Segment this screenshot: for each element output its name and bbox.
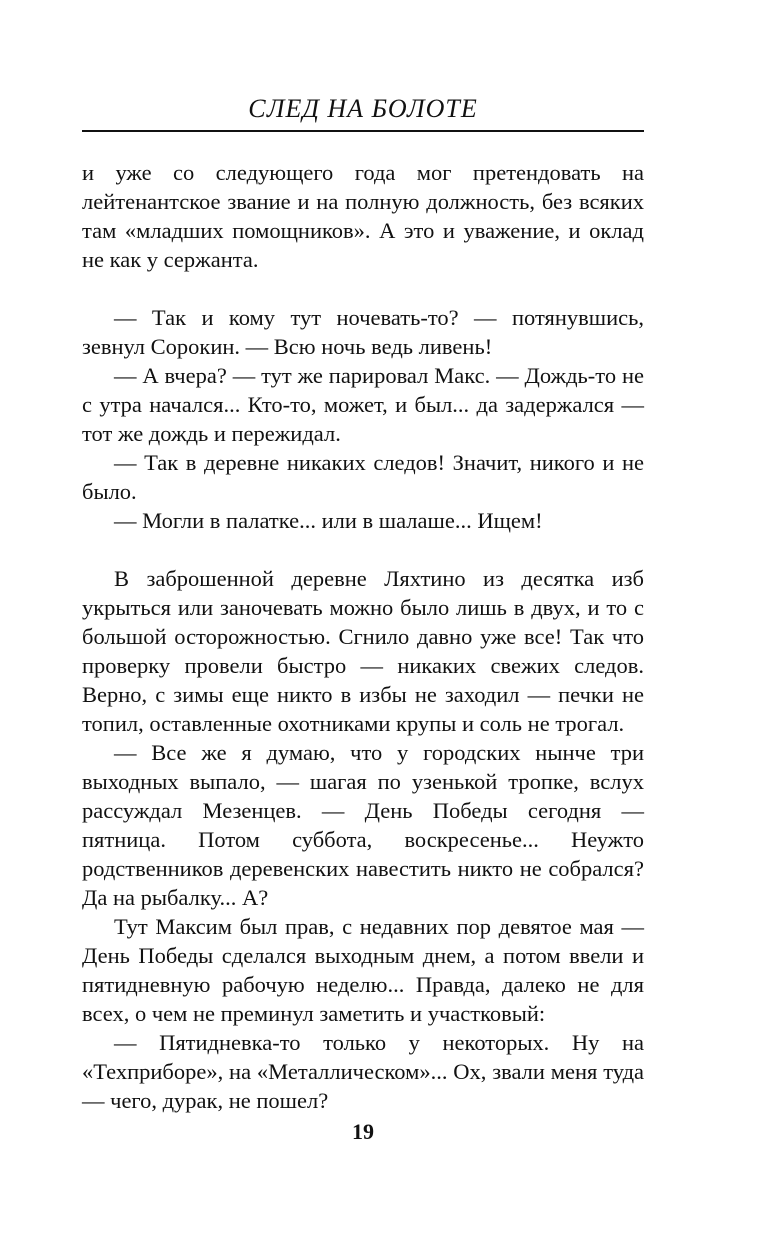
paragraph: Тут Максим был прав, с недавних пор девятое мая — День Победы сделался выходным днем, а потом ввели и пятидневную рабочую неделю... Правда, далеко не для всех, о чем не преминул заметить и участковый: bbox=[82, 914, 644, 1026]
dialogue-line: — А вчера? — тут же парировал Макс. — Дождь-то не с утра начался... Кто-то, может, и был... да задержался — тот же дождь и пережидал. bbox=[82, 363, 644, 446]
paragraph: В заброшенной деревне Ляхтино из десятка изб укрыться или заночевать можно было лишь в двух, и то с большой осторожностью. Сгнило давно уже все! Так что проверку провели быстро — никаких свежих следов. Верно, с зимы еще никто в избы не заходил — печки не топил, оставленные охотниками крупы и соль не трогал. bbox=[82, 566, 644, 736]
running-head: СЛЕД НА БОЛОТЕ bbox=[248, 94, 478, 123]
dialogue-line: — Могли в палатке... или в шалаше... Ищем! bbox=[114, 508, 543, 533]
dialogue-line: — Пятидневка-то только у некоторых. Ну на «Техприборе», на «Металлическом»... Ох, звали меня туда — чего, дурак, не пошел? bbox=[82, 1030, 644, 1113]
section-gap bbox=[82, 274, 644, 303]
paragraph: и уже со следующего года мог претендовать на лейтенантское звание и на полную должность, без всяких там «младших помощников». А это и уважение, и оклад не как у сержанта. bbox=[82, 160, 644, 272]
dialogue-line: — Так в деревне никаких следов! Значит, никого и не было. bbox=[82, 450, 644, 504]
header-rule bbox=[82, 130, 644, 132]
page-number: 19 bbox=[352, 1119, 374, 1144]
dialogue-line: — Все же я думаю, что у городских нынче три выходных выпало, — шагая по узенькой тропке, вслух рассуждал Мезенцев. — День Победы сегодня — пятница. Потом суббота, воскресенье... Неужто родственников деревенских навестить никто не собрался? Да на рыбалку... А? bbox=[82, 740, 644, 910]
text-body bbox=[82, 158, 644, 1115]
section-gap bbox=[82, 535, 644, 564]
dialogue-line: — Так и кому тут ночевать-то? — потянувшись, зевнул Сорокин. — Всю ночь ведь ливень! bbox=[82, 305, 644, 359]
